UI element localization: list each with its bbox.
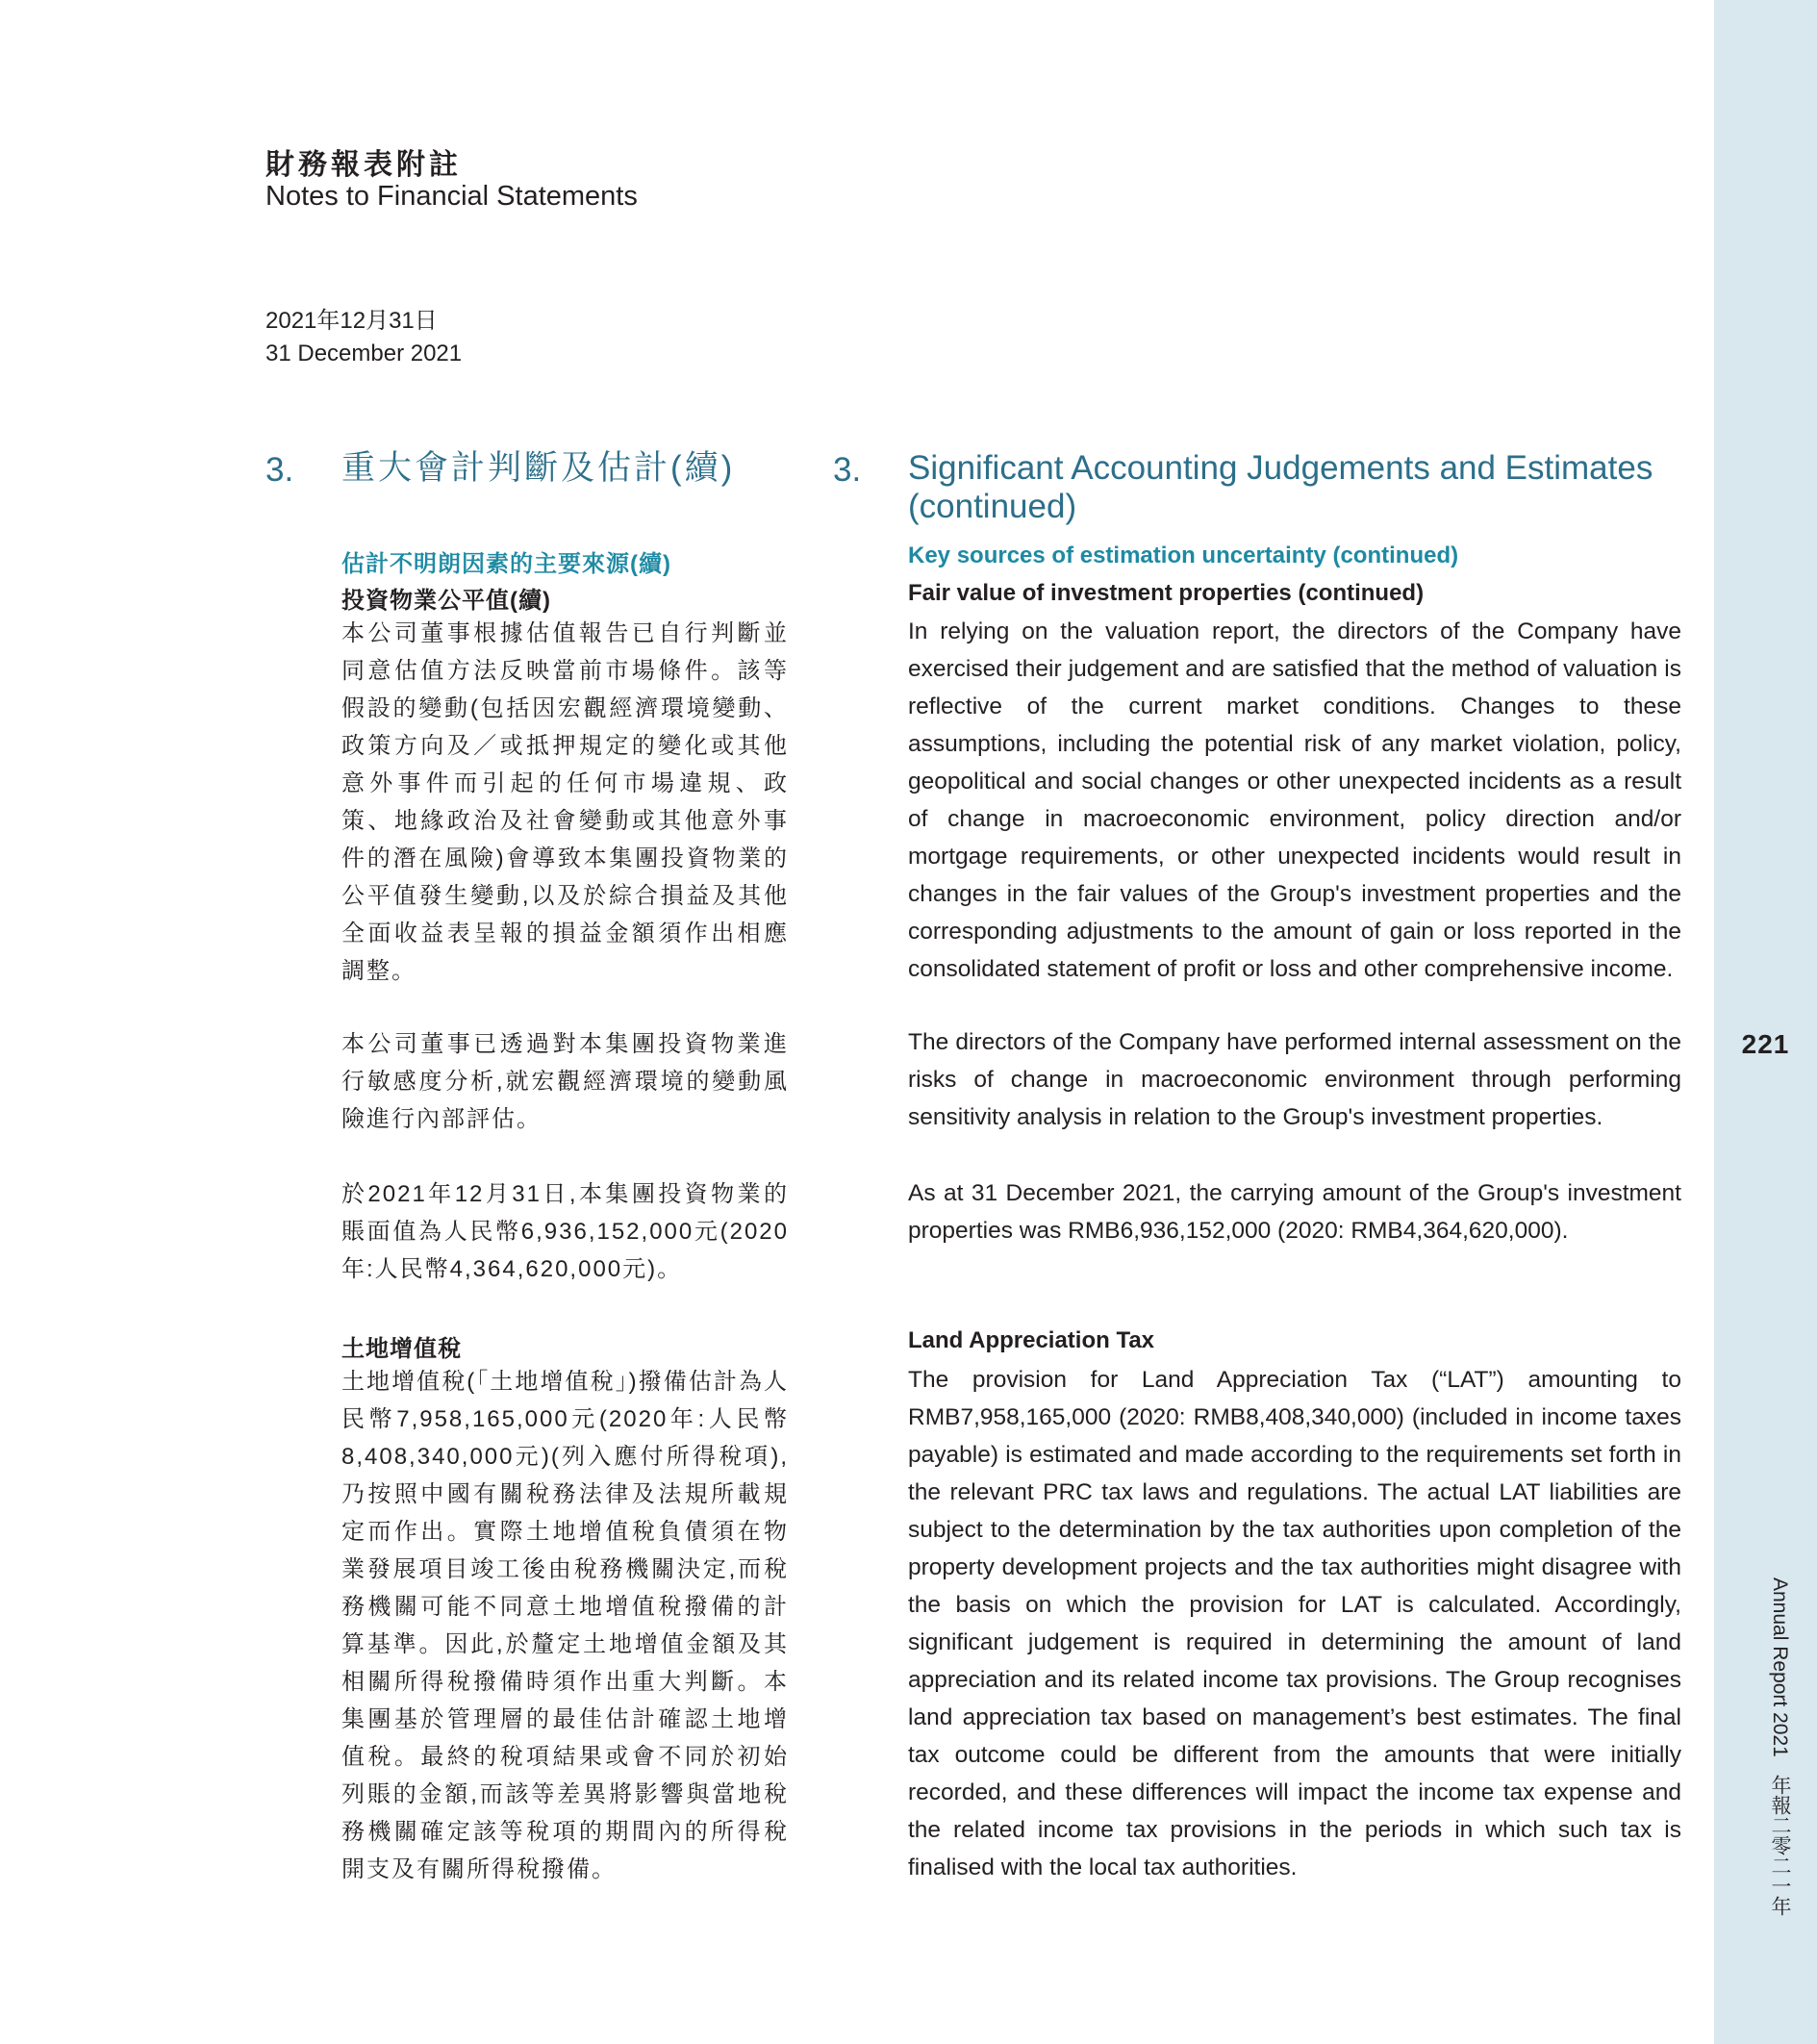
subheading-fair-value-zh: 投資物業公平值(續) [341,588,551,614]
sidebar-label [1765,1577,1794,1916]
header-title-zh: 財務報表附註 [265,149,462,181]
date-zh: 2021年12月31日 [265,308,438,334]
paragraph-fair-value-en: In relying on the valuation report, the directors of the Company have exercised their judgement and are satisfied that the method of valuation is reflective of the current market conditions. Changes to these assumptions, including the potential risk of any market violation, policy, geopolitical and social changes or other unexpected incidents as a result of change in macroeconomic environment, policy direction and/or mortgage requirements, or other unexpected incidents would result in changes in the fair values of the Group's investment properties and the corresponding adjustments to the amount of gain or loss reported in the consolidated statement of profit or loss and other comprehensive income. [908,618,1681,982]
paragraph-sensitivity-zh: 本公司董事已透過對本集團投資物業進行敏感度分析,就宏觀經濟環境的變動風險進行內部評估。 [341,1031,789,1132]
section-title-zh: 重大會計判斷及估計(續) [341,449,736,487]
paragraph-lat-zh: 土地增值稅(「土地增值稅」)撥備估計為人民幣7,958,165,000元(2020年:人民幣8,408,340,000元)(列入應付所得稅項),乃按照中國有關稅務法律及法規所載規定而作出。實際土地增值稅負債須在物業發展項目竣工後由稅務機關決定,而稅務機關可能不同意土地增值稅撥備的計算基準。因此,於釐定土地增值金額及其相關所得稅撥備時須作出重大判斷。本集團基於管理層的最佳估計確認土地增值稅。最終的稅項結果或會不同於初始列賬的金額,而該等差異將影響與當地稅務機關確定該等稅項的期間內的所得稅開支及有關所得稅撥備。 [341,1369,789,1882]
subheading-estimation-en: Key sources of estimation uncertainty (continued) [908,543,1459,568]
section-number-zh: 3. [265,451,294,489]
paragraph-carrying-amount-zh: 於2021年12月31日,本集團投資物業的賬面值為人民幣6,936,152,000元(2020年:人民幣4,364,620,000元)。 [341,1181,789,1282]
sidebar-label-zh: 年報二零二一年 [1769,1774,1791,1916]
subheading-estimation-zh: 估計不明朗因素的主要來源(續) [341,551,671,577]
sidebar-label-en: Annual Report 2021 [1769,1577,1791,1757]
subheading-lat-en: Land Appreciation Tax [908,1327,1155,1353]
paragraph-fair-value-zh: 本公司董事根據估值報告已自行判斷並同意估值方法反映當前市場條件。該等假設的變動(包括因宏觀經濟環境變動、政策方向及／或抵押規定的變化或其他意外事件而引起的任何市場違規、政策、地緣政治及社會變動或其他意外事件的潛在風險)會導致本集團投資物業的公平值發生變動,以及於綜合損益及其他全面收益表呈報的損益金額須作出相應調整。 [341,620,789,984]
paragraph-carrying-amount-en: As at 31 December 2021, the carrying amount of the Group's investment properties was RMB6,936,152,000 (2020: RMB4,364,620,000). [908,1180,1681,1244]
section-title-en-line1: Significant Accounting Judgements and Estimates [908,449,1653,487]
paragraph-lat-en: The provision for Land Appreciation Tax (“LAT”) amounting to RMB7,958,165,000 (2020: RMB8,408,340,000) (included in income taxes payable) is estimated and made according to the requirements set forth in the relevant PRC tax laws and regulations. The actual LAT liabilities are subject to the determination by the tax authorities upon completion of the property development projects and the tax authorities might disagree with the basis on which the provision for LAT is calculated. Accordingly, significant judgement is required in determining the amount of land appreciation and its related income tax provisions. The Group recognises land appreciation tax based on management’s best estimates. The final tax outcome could be different from the amounts that were initially recorded, and these differences will impact the income tax expense and the related income tax provisions in the periods in which such tax is finalised with the local tax authorities. [908,1367,1681,1880]
section-number-en: 3. [833,451,862,489]
header-title-en: Notes to Financial Statements [265,181,638,212]
page-number: 221 [1741,1029,1790,1059]
date-en: 31 December 2021 [265,341,463,366]
paragraph-sensitivity-en: The directors of the Company have performed internal assessment on the risks of change in macroeconomic environment through performing sensitivity analysis in relation to the Group's investment properties. [908,1029,1681,1130]
subheading-lat-zh: 土地增值稅 [341,1336,462,1362]
section-title-en-line2: (continued) [908,488,1077,525]
subheading-fair-value-en: Fair value of investment properties (continued) [908,580,1425,606]
